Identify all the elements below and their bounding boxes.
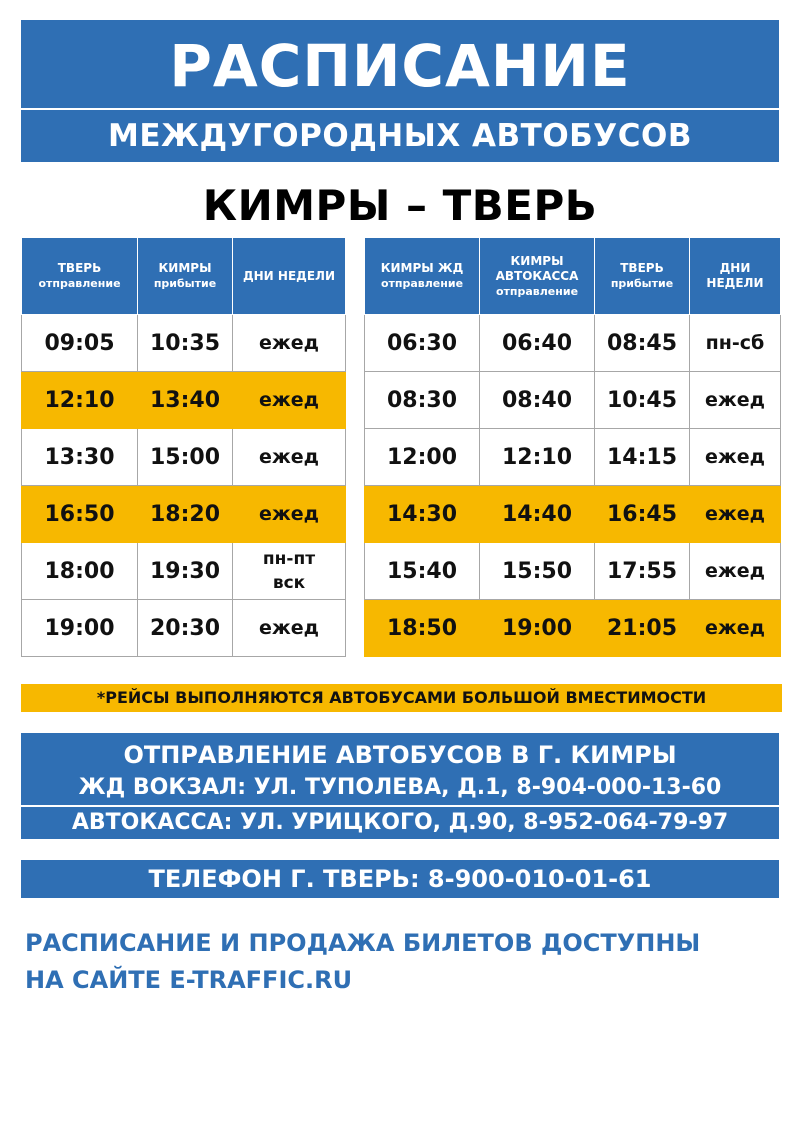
column-header: КИМРЫ прибытие: [138, 238, 233, 315]
table-row: [22, 372, 346, 429]
days-of-week: пн-пт вск: [233, 543, 346, 600]
departure-time-kassa: 15:50: [480, 543, 595, 600]
days-of-week: ежед: [233, 486, 346, 543]
departure-info-title: ОТПРАВЛЕНИЕ АВТОБУСОВ В Г. КИМРЫ: [123, 741, 677, 769]
arrival-time: 14:15: [595, 429, 690, 486]
departure-time: 12:10: [22, 372, 138, 429]
departure-time-rail: 15:40: [365, 543, 480, 600]
days-of-week: пн-сб: [690, 315, 781, 372]
promo-line-2: НА САЙТЕ E-TRAFFIC.RU: [25, 966, 353, 994]
departure-time-kassa: 12:10: [480, 429, 595, 486]
tver-phone: ТЕЛЕФОН Г. ТВЕРЬ: 8-900-010-01-61: [21, 860, 779, 898]
column-header: ТВЕРЬ отправление: [22, 238, 138, 315]
arrival-time: 10:45: [595, 372, 690, 429]
table-row: [365, 543, 781, 600]
departure-time-kassa: 06:40: [480, 315, 595, 372]
departure-time: 19:00: [22, 600, 138, 657]
website-promo: [25, 925, 785, 999]
column-header: КИМРЫ ЖД отправление: [365, 238, 480, 315]
days-of-week: ежед: [690, 600, 781, 657]
arrival-time: 08:45: [595, 315, 690, 372]
capacity-note: *РЕЙСЫ ВЫПОЛНЯЮТСЯ АВТОБУСАМИ БОЛЬШОЙ ВМЕСТИМОСТИ: [21, 684, 782, 712]
schedule-table-tver-kimry: [21, 237, 346, 657]
departure-time: 09:05: [22, 315, 138, 372]
table-row: [22, 315, 346, 372]
days-of-week: ежед: [690, 486, 781, 543]
banner-divider: [21, 108, 779, 110]
route-title: КИМРЫ – ТВЕРЬ: [202, 181, 598, 230]
arrival-time: 13:40: [138, 372, 233, 429]
table-row: [22, 600, 346, 657]
arrival-time: 10:35: [138, 315, 233, 372]
table-row: [22, 429, 346, 486]
arrival-time: 15:00: [138, 429, 233, 486]
table-row: [365, 372, 781, 429]
column-header: ТВЕРЬ прибытие: [595, 238, 690, 315]
departure-time-rail: 12:00: [365, 429, 480, 486]
table-row: [365, 486, 781, 543]
departure-info-panel: [21, 733, 779, 839]
promo-line-1: РАСПИСАНИЕ И ПРОДАЖА БИЛЕТОВ ДОСТУПНЫ: [25, 929, 701, 957]
ticket-office-address: АВТОКАССА: УЛ. УРИЦКОГО, Д.90, 8-952-064-79-97: [71, 810, 729, 835]
days-of-week: ежед: [233, 429, 346, 486]
days-of-week: ежед: [690, 429, 781, 486]
arrival-time: 21:05: [595, 600, 690, 657]
days-of-week: ежед: [233, 372, 346, 429]
days-of-week: ежед: [690, 543, 781, 600]
column-header: ДНИ НЕДЕЛИ: [233, 238, 346, 315]
departure-time: 16:50: [22, 486, 138, 543]
column-header: КИМРЫ АВТОКАССА отправление: [480, 238, 595, 315]
days-of-week: ежед: [233, 315, 346, 372]
departure-time-rail: 08:30: [365, 372, 480, 429]
departure-time-rail: 18:50: [365, 600, 480, 657]
rail-station-address: ЖД ВОКЗАЛ: УЛ. ТУПОЛЕВА, Д.1, 8-904-000-13-60: [78, 775, 722, 800]
arrival-time: 20:30: [138, 600, 233, 657]
days-of-week: ежед: [690, 372, 781, 429]
table-row: [365, 429, 781, 486]
table-row: [22, 543, 346, 600]
table-row: [365, 315, 781, 372]
departure-time: 18:00: [22, 543, 138, 600]
departure-time-kassa: 14:40: [480, 486, 595, 543]
page-title: РАСПИСАНИЕ: [169, 32, 631, 100]
arrival-time: 18:20: [138, 486, 233, 543]
departure-time-rail: 14:30: [365, 486, 480, 543]
days-of-week: ежед: [233, 600, 346, 657]
arrival-time: 19:30: [138, 543, 233, 600]
table-row: [365, 600, 781, 657]
departure-time-kassa: 08:40: [480, 372, 595, 429]
schedule-table-kimry-tver: [364, 237, 781, 657]
header-banner: [21, 20, 779, 162]
departure-time-kassa: 19:00: [480, 600, 595, 657]
table-row: [22, 486, 346, 543]
page-subtitle: МЕЖДУГОРОДНЫХ АВТОБУСОВ: [108, 118, 692, 154]
arrival-time: 17:55: [595, 543, 690, 600]
arrival-time: 16:45: [595, 486, 690, 543]
departure-time-rail: 06:30: [365, 315, 480, 372]
departure-time: 13:30: [22, 429, 138, 486]
column-header: ДНИ НЕДЕЛИ: [690, 238, 781, 315]
